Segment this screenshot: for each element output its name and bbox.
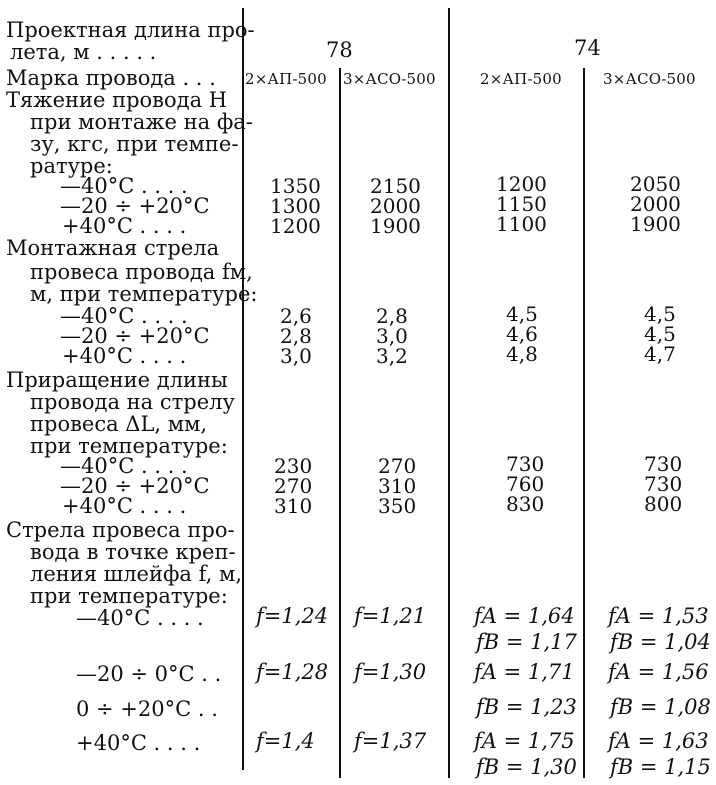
label-span-2: лета, м . . . . . — [10, 40, 157, 64]
inc-c3-r1: 730 — [506, 452, 545, 476]
sag-c2-r3: 3,2 — [376, 344, 408, 368]
label-tension-1: Тяжение провода H — [6, 88, 228, 112]
label-inc-1: Приращение длины — [6, 368, 228, 392]
tension-c2-r3: 1900 — [370, 214, 421, 238]
label-tension-3: зу, кгс, при темпе- — [30, 132, 239, 156]
loop-c4-r1: fA = 1,53 — [608, 604, 709, 628]
column-rule-span — [448, 8, 450, 778]
loop-c3-r3: fB = 1,23 — [476, 695, 577, 719]
loop-c3-r4: fA = 1,75 — [474, 729, 575, 753]
temp-sag-range: —20 ÷ +20°C — [60, 324, 210, 348]
temp-loop-0-plus20: 0 ÷ +20°C . . — [76, 697, 218, 721]
sag-c1-r2: 2,8 — [280, 324, 312, 348]
sag-c4-r2: 4,5 — [644, 322, 676, 346]
loop-c4-r1b: fB = 1,04 — [610, 630, 711, 654]
tension-c1-r3: 1200 — [270, 214, 321, 238]
tension-c3-r3: 1100 — [496, 212, 547, 236]
loop-c4-r4b: fB = 1,15 — [610, 755, 711, 779]
loop-c4-r2: fA = 1,56 — [608, 660, 709, 684]
tension-c2-r2: 2000 — [370, 194, 421, 218]
column-rule-78 — [339, 68, 341, 778]
loop-c2-r2: f=1,30 — [354, 660, 427, 684]
inc-c1-r3: 310 — [274, 494, 313, 518]
loop-c1-r2: f=1,28 — [256, 660, 329, 684]
column-rule-74 — [583, 68, 585, 778]
temp-tension-range: —20 ÷ +20°C — [60, 194, 210, 218]
span-78: 78 — [326, 38, 353, 62]
loop-c1-r1: f=1,24 — [256, 604, 329, 628]
sag-c2-r2: 3,0 — [376, 324, 408, 348]
inc-c1-r2: 270 — [274, 474, 313, 498]
label-wire-brand: Марка провода . . . — [6, 66, 216, 90]
loop-c2-r4: f=1,37 — [354, 729, 427, 753]
temp-inc-minus40: —40°C . . . . — [60, 454, 188, 478]
loop-c4-r4: fA = 1,63 — [608, 729, 709, 753]
loop-c1-r4: f=1,4 — [256, 729, 315, 753]
inc-c2-r1: 270 — [378, 454, 417, 478]
wire-col-4: 3×АСО-500 — [603, 70, 696, 88]
label-loop-4: при температуре: — [30, 584, 228, 608]
inc-c1-r1: 230 — [274, 454, 313, 478]
tension-c1-r1: 1350 — [270, 174, 321, 198]
temp-inc-plus40: +40°C . . . . — [62, 494, 187, 518]
loop-c2-r1: f=1,21 — [354, 604, 427, 628]
wire-col-1: 2×АП-500 — [245, 70, 327, 88]
inc-c3-r3: 830 — [506, 492, 545, 516]
tension-c1-r2: 1300 — [270, 194, 321, 218]
temp-tension-plus40: +40°C . . . . — [62, 214, 187, 238]
temp-loop-minus20-0: —20 ÷ 0°C . . — [76, 662, 222, 686]
sag-c1-r3: 3,0 — [280, 344, 312, 368]
loop-c3-r1b: fB = 1,17 — [476, 630, 577, 654]
loop-c3-r1: fA = 1,64 — [474, 604, 575, 628]
loop-c3-r4b: fB = 1,30 — [476, 755, 577, 779]
inc-c4-r2: 730 — [644, 472, 683, 496]
label-span-1: Проектная длина про- — [6, 18, 255, 42]
sag-c2-r1: 2,8 — [376, 304, 408, 328]
label-tension-2: при монтаже на фа- — [30, 110, 253, 134]
temp-tension-minus40: —40°C . . . . — [60, 174, 188, 198]
inc-c3-r2: 760 — [506, 472, 545, 496]
sag-c3-r1: 4,5 — [506, 302, 538, 326]
wire-col-2: 3×АСО-500 — [343, 70, 436, 88]
sag-c1-r1: 2,6 — [280, 304, 312, 328]
sag-c4-r3: 4,7 — [644, 342, 676, 366]
label-sag-1: Монтажная стрела — [6, 236, 220, 260]
sag-c3-r3: 4,8 — [506, 342, 538, 366]
tension-c2-r1: 2150 — [370, 174, 421, 198]
inc-c2-r2: 310 — [378, 474, 417, 498]
inc-c4-r1: 730 — [644, 452, 683, 476]
label-loop-1: Стрела провеса про- — [6, 518, 235, 542]
tension-c4-r3: 1900 — [630, 212, 681, 236]
tension-c4-r1: 2050 — [630, 172, 681, 196]
sag-c3-r2: 4,6 — [506, 322, 538, 346]
label-inc-2: провода на стрелу — [30, 390, 235, 414]
span-74: 74 — [574, 36, 601, 60]
inc-c4-r3: 800 — [644, 492, 683, 516]
label-inc-4: при температуре: — [30, 434, 228, 458]
loop-c4-r3: fB = 1,08 — [610, 695, 711, 719]
label-sag-3: м, при температуре: — [30, 282, 258, 306]
temp-sag-plus40: +40°C . . . . — [62, 344, 187, 368]
temp-loop-plus40: +40°C . . . . — [76, 731, 201, 755]
tension-c3-r2: 1150 — [496, 192, 547, 216]
sag-c4-r1: 4,5 — [644, 302, 676, 326]
loop-c3-r2: fA = 1,71 — [474, 660, 575, 684]
label-tension-4: ратуре: — [30, 154, 113, 178]
wire-col-3: 2×АП-500 — [480, 70, 562, 88]
temp-sag-minus40: —40°C . . . . — [60, 304, 188, 328]
label-loop-3: ления шлейфа f, м, — [30, 562, 242, 586]
label-inc-3: провеса ΔL, мм, — [30, 412, 208, 436]
inc-c2-r3: 350 — [378, 494, 417, 518]
temp-loop-minus40: —40°C . . . . — [76, 606, 204, 630]
label-loop-2: вода в точке креп- — [30, 540, 236, 564]
tension-c4-r2: 2000 — [630, 192, 681, 216]
temp-inc-range: —20 ÷ +20°C — [60, 474, 210, 498]
tension-c3-r1: 1200 — [496, 172, 547, 196]
label-sag-2: провеса провода fм, — [30, 260, 253, 284]
